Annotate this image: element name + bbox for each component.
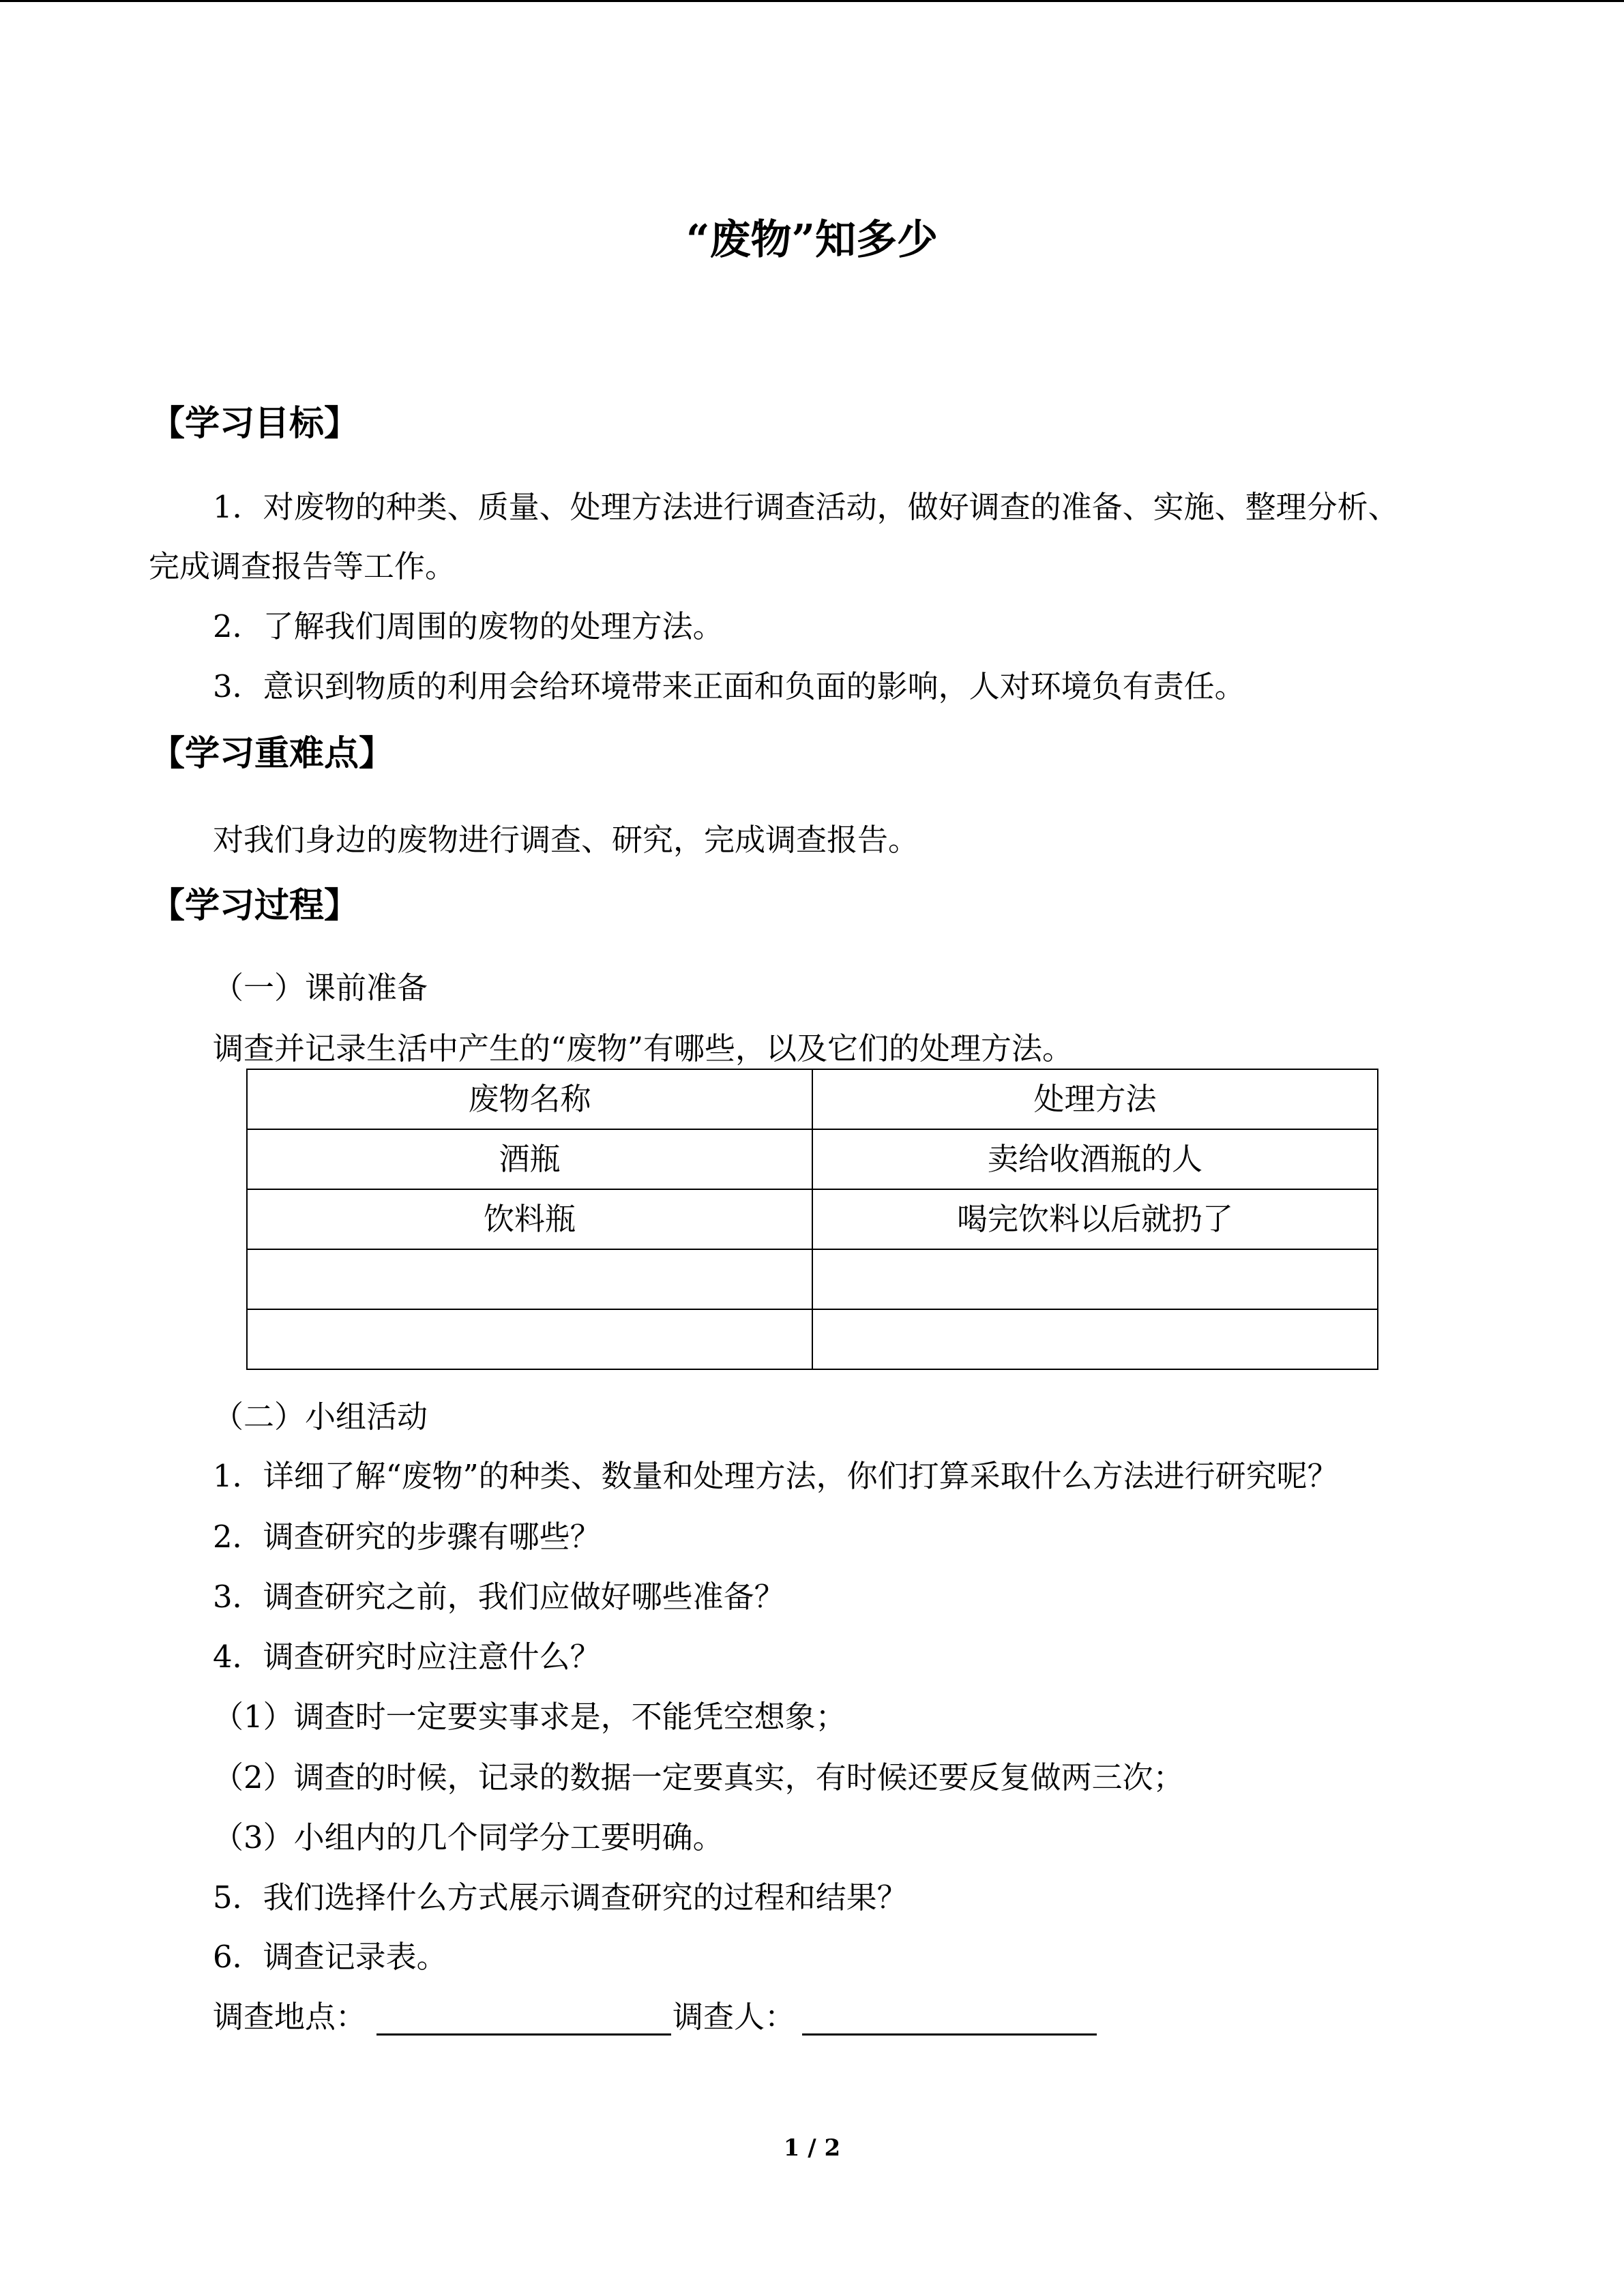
question-4: 4．调查研究时应注意什么？: [213, 1639, 601, 1675]
waste-survey-table: [246, 1069, 1378, 1370]
process-heading: 【学习过程】: [150, 885, 359, 926]
table-cell: 酒瓶: [247, 1129, 812, 1189]
table-row: [247, 1129, 1378, 1189]
question-1: 1．详细了解“废物”的种类、数量和处理方法，你们打算采取什么方法进行研究呢？: [213, 1458, 1338, 1494]
table-row: [247, 1189, 1378, 1249]
question-4-answer-2: （2）调查的时候，记录的数据一定要真实，有时候还要反复做两三次；: [213, 1759, 1184, 1795]
investigator-blank-line: [802, 2033, 1097, 2036]
prep-heading: （一）课前准备: [213, 970, 428, 1006]
key-points-text: 对我们身边的废物进行调查、研究，完成调查报告。: [213, 822, 919, 858]
objective-3: 3．意识到物质的利用会给环境带来正面和负面的影响，人对环境负有责任。: [213, 668, 1245, 704]
table-row: [247, 1249, 1378, 1309]
table-cell: [247, 1309, 812, 1369]
question-2: 2．调查研究的步骤有哪些？: [213, 1519, 601, 1555]
location-label: 调查地点：: [213, 1999, 367, 2035]
prep-text: 调查并记录生活中产生的“废物”有哪些，以及它们的处理方法。: [213, 1030, 1074, 1067]
table-row: [247, 1309, 1378, 1369]
key-points-heading: 【学习重难点】: [150, 733, 394, 774]
objective-1-line-1: 1．对废物的种类、质量、处理方法进行调查活动，做好调查的准备、实施、整理分析、: [213, 489, 1399, 525]
question-3: 3．调查研究之前，我们应做好哪些准备？: [213, 1579, 785, 1615]
question-4-answer-1: （1）调查时一定要实事求是，不能凭空想象；: [213, 1699, 846, 1735]
table-header-row: [247, 1069, 1378, 1129]
question-6: 6．调查记录表。: [213, 1939, 447, 1975]
page-number: 1 / 2: [783, 2134, 841, 2162]
objective-2: 2．了解我们周围的废物的处理方法。: [213, 608, 724, 644]
question-4-answer-3: （3）小组内的几个同学分工要明确。: [213, 1819, 724, 1855]
document-title: “废物”知多少: [685, 216, 939, 264]
question-5: 5．我们选择什么方式展示调查研究的过程和结果？: [213, 1879, 908, 1915]
objectives-heading: 【学习目标】: [150, 403, 359, 444]
table-header-cell: 处理方法: [812, 1069, 1378, 1129]
top-border-line: [0, 0, 1624, 2]
table-cell: 饮料瓶: [247, 1189, 812, 1249]
group-activity-heading: （二）小组活动: [213, 1399, 428, 1435]
investigator-label: 调查人：: [673, 1999, 796, 2035]
location-blank-line: [377, 2033, 671, 2036]
table-cell: [812, 1249, 1378, 1309]
table-cell: [247, 1249, 812, 1309]
table-cell: [812, 1309, 1378, 1369]
table-header-cell: 废物名称: [247, 1069, 812, 1129]
table-cell: 喝完饮料以后就扔了: [812, 1189, 1378, 1249]
objective-1-line-2: 完成调查报告等工作。: [149, 548, 456, 584]
table-cell: 卖给收酒瓶的人: [812, 1129, 1378, 1189]
